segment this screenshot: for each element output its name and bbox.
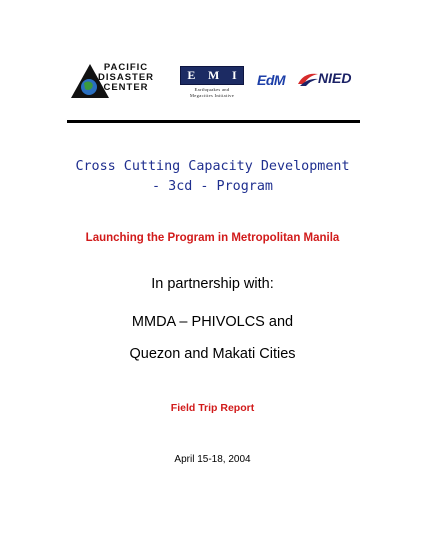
emi-subtitle-line-1: Earthquakes and <box>194 87 230 92</box>
edm-logo: EdM <box>257 72 286 88</box>
pdc-word-1: PACIFIC <box>103 62 149 73</box>
logo-bar <box>0 0 425 112</box>
report-type: Field Trip Report <box>170 402 255 414</box>
partners-line-2: Quezon and Makati Cities <box>129 346 296 362</box>
emi-letter-box <box>180 66 244 85</box>
emi-subtitle <box>180 87 244 99</box>
nied-swoosh-icon <box>296 70 320 88</box>
header-divider <box>67 120 360 123</box>
report-date: April 15-18, 2004 <box>174 454 251 465</box>
nied-logo <box>296 70 358 90</box>
emi-letter-e: E <box>187 68 196 82</box>
emi-letter-m: M <box>208 68 220 82</box>
document-title <box>0 157 425 197</box>
pdc-word-3: CENTER <box>103 82 149 93</box>
title-line-1: Cross Cutting Capacity Development <box>75 159 350 174</box>
pdc-word-2: DISASTER <box>98 72 155 83</box>
emi-letter-i: I <box>231 68 237 82</box>
nied-logo-text: NIED <box>318 70 352 86</box>
pdc-logo <box>70 63 176 99</box>
partnership-heading: In partnership with: <box>151 276 274 292</box>
emi-subtitle-line-2: Megacities Initiative <box>189 93 235 98</box>
partners-line-1: MMDA – PHIVOLCS and <box>131 314 294 330</box>
title-line-2: - 3cd - Program <box>152 179 273 194</box>
emi-logo <box>180 66 244 106</box>
launch-subtitle: Launching the Program in Metropolitan Manila <box>85 232 340 244</box>
pdc-logo-text <box>98 63 154 93</box>
